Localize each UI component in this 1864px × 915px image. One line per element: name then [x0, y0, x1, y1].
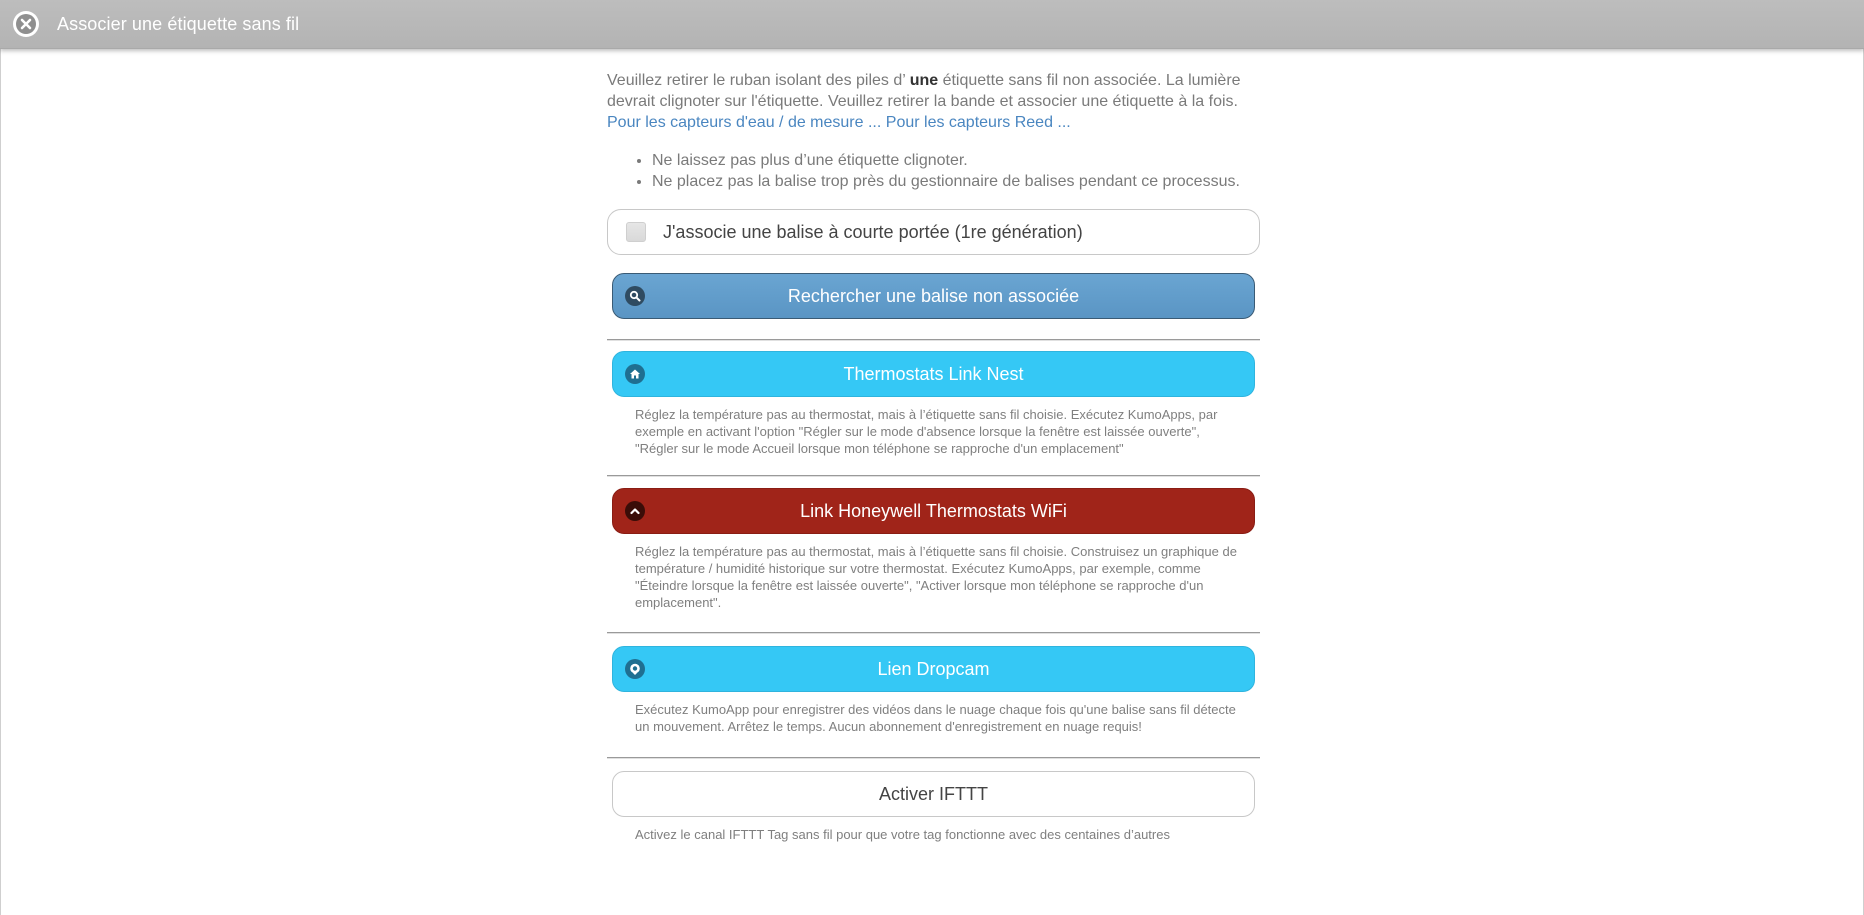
ifttt-description: Activez le canal IFTTT Tag sans fil pour que votre tag fonctionne avec des centaines d’autres — [635, 827, 1170, 842]
reed-sensor-link[interactable]: Pour les capteurs Reed ... — [885, 114, 1071, 131]
tip-item: • Ne placez pas la balise trop près du gestionnaire de balises pendant ce processus. — [652, 171, 1260, 192]
ifttt-button-label: Activer IFTTT — [879, 783, 988, 804]
link-dropcam-button[interactable] — [612, 646, 1255, 692]
search-unassociated-button[interactable] — [612, 273, 1255, 319]
link-nest-button[interactable] — [612, 351, 1255, 397]
honeywell-button-label: Link Honeywell Thermostats WiFi — [800, 500, 1067, 521]
water-sensor-link[interactable]: Pour les capteurs d'eau / de mesure ... — [607, 114, 882, 131]
sensor-links — [607, 112, 1247, 133]
dropcam-icon — [625, 659, 645, 679]
dropcam-button-label: Lien Dropcam — [877, 658, 990, 679]
intro-text-before: Veuillez retirer le ruban isolant des piles d’ — [607, 72, 910, 89]
close-button[interactable] — [13, 11, 39, 37]
nest-button-label: Thermostats Link Nest — [843, 363, 1024, 384]
divider — [607, 475, 1260, 477]
search-button-label: Rechercher une balise non associée — [787, 285, 1080, 306]
nest-description: Réglez la température pas au thermostat, mais à l’étiquette sans fil choisie. Exécutez KumoApps, par exemple en activant l'option "Régler sur le mode d'absence lorsque la fenêtre est laissée ouverte", "Régler sur le mode Accueil lorsque mon téléphone se rapproche d'un emplacement" — [635, 407, 1218, 456]
short-range-label: J'associe une balise à courte portée (1re génération) — [663, 221, 1083, 242]
honeywell-description: Réglez la température pas au thermostat, mais à l’étiquette sans fil choisie. Construisez un graphique de température / humidité historique sur votre thermostat. Exécutez KumoApps, par exemple, comme "Éteindre lorsque la fenêtre est laissée ouverte", "Activer lorsque mon téléphone se rapproche d'un emplacement". — [635, 544, 1237, 610]
search-icon — [625, 286, 645, 306]
divider — [607, 632, 1260, 634]
window-title: Associer une étiquette sans fil — [57, 13, 300, 34]
close-circle-icon — [16, 14, 36, 34]
tips-list — [607, 150, 1260, 192]
home-icon — [625, 364, 645, 384]
divider — [607, 757, 1260, 759]
intro-text-bold: une — [909, 72, 939, 89]
main-content — [607, 48, 1260, 843]
tip-item: • Ne laissez pas plus d’une étiquette clignoter. — [652, 150, 1260, 171]
chevron-up-icon — [625, 501, 645, 521]
short-range-checkbox[interactable] — [626, 222, 646, 242]
divider — [607, 339, 1260, 341]
short-range-option[interactable] — [607, 209, 1260, 255]
enable-ifttt-button[interactable] — [612, 771, 1255, 817]
intro-text-after: étiquette sans fil non associée. La lumière devrait clignoter sur l'étiquette. Veuillez retirer la bande et associer une étiquette à la fois. — [607, 72, 1241, 110]
link-honeywell-button[interactable] — [612, 488, 1255, 534]
left-border — [0, 48, 1, 915]
intro-paragraph — [607, 70, 1247, 133]
title-bar — [0, 0, 1864, 49]
dropcam-description: Exécutez KumoApp pour enregistrer des vidéos dans le nuage chaque fois qu'une balise sans fil détecte un mouvement. Arrêtez le temps. Aucun abonnement d'enregistrement en nuage requis! — [635, 702, 1236, 734]
